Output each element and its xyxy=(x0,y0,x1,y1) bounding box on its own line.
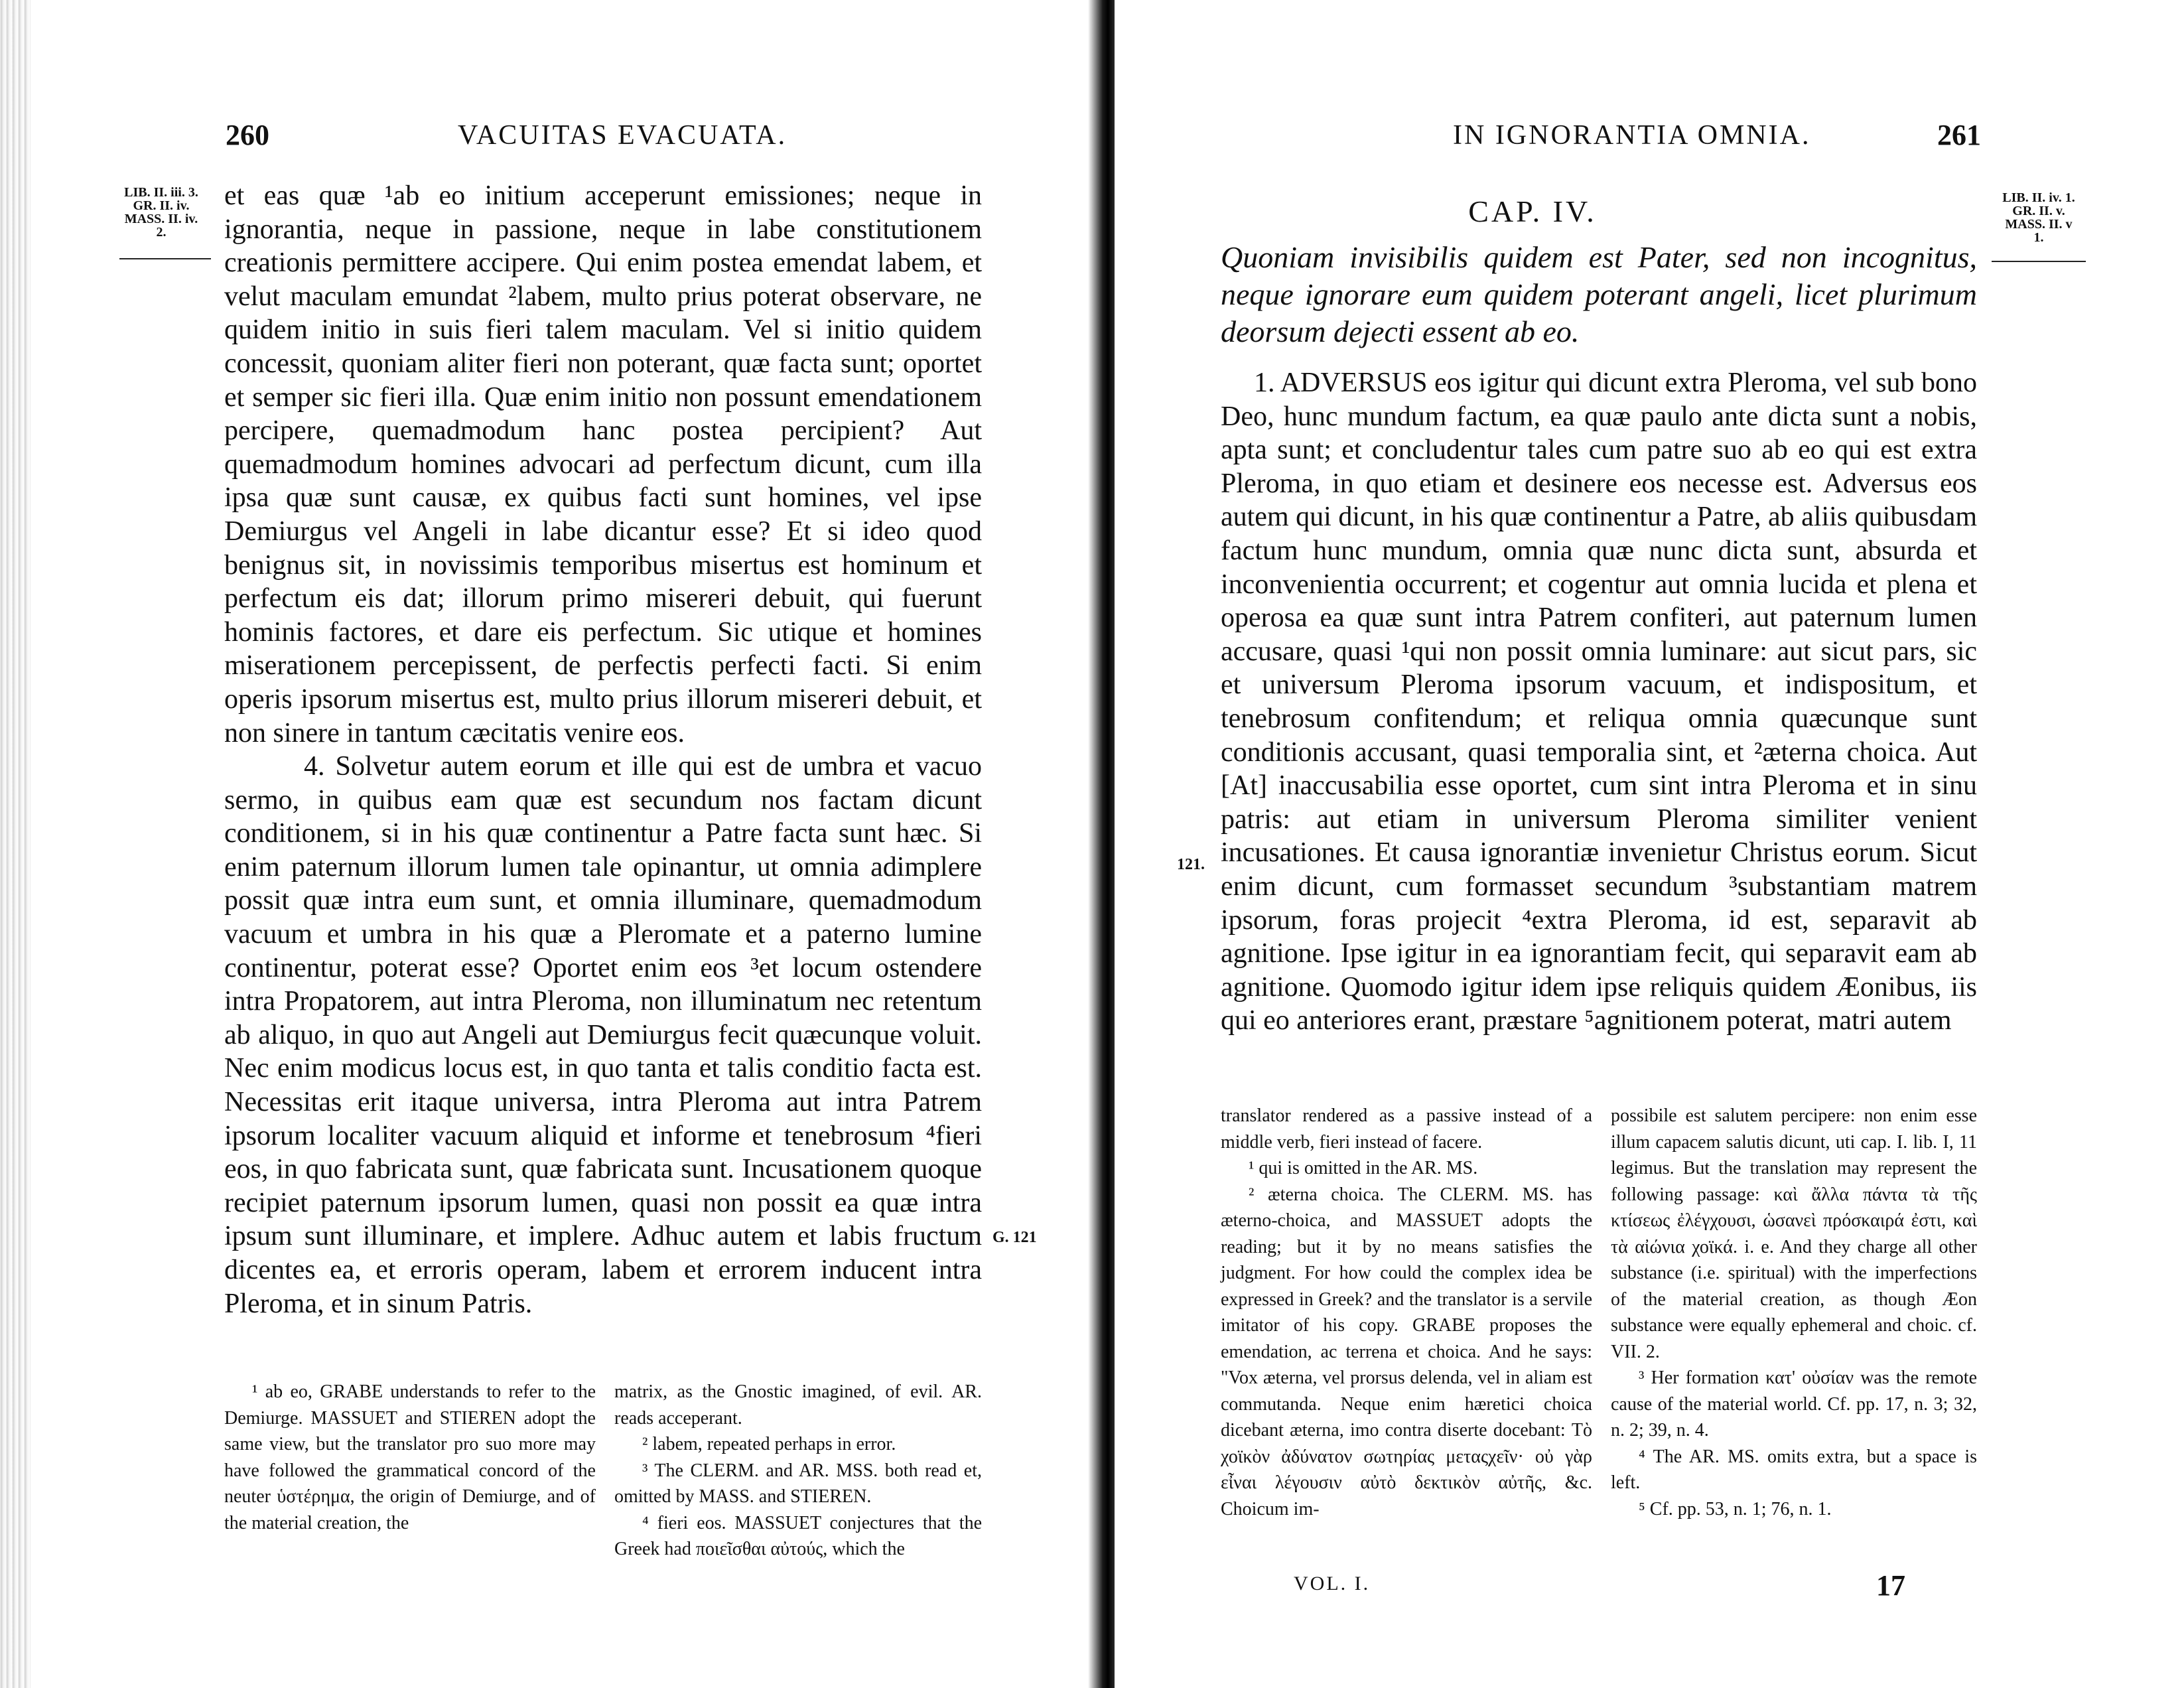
book-gutter xyxy=(1088,0,1115,1688)
body-text xyxy=(224,179,982,1320)
footnote-column xyxy=(1221,1103,1592,1522)
footnote: matrix, as the Gnostic imagined, of evil. AR. reads acceperant. xyxy=(614,1381,982,1429)
margin-rule xyxy=(1992,261,2086,262)
footnote-column xyxy=(1611,1103,1977,1522)
running-head: VACUITAS EVACUATA. xyxy=(458,120,787,151)
footnote: possibile est salutem percipere: non enim esse illum capacem salutis dicunt, uti cap. I. lib. I, 11 legimus. But the translation may represent the following passage: καὶ ἄλλα πάντα τὰ τῆς κτίσεως ἐλέγχουσι, ὡσανεὶ πρόσκαιρά ἐστι, καὶ τὰ αἰώνια χοϊκά. i. e. And they charge all other substance (i.e. spiritual) with the imperfections of the material creation, as though Æon substance were equally ephemeral and choic. cf. VII. 2. xyxy=(1611,1105,1977,1362)
margin-reference: LIB. II. iv. 1. GR. II. v. MASS. II. v 1. xyxy=(2002,190,2075,245)
page-edge-texture xyxy=(0,0,31,1688)
footnote: ³ Her formation κατ' οὐσίαν was the remote cause of the material world. Cf. pp. 17, n. 3; 32, n. 2; 39, n. 4. xyxy=(1611,1368,1977,1441)
footnote: ⁴ The AR. MS. omits extra, but a space is left. xyxy=(1611,1446,1977,1493)
right-page xyxy=(1115,0,2184,1688)
paragraph: 4. Solvetur autem eorum et ille qui est de umbra et vacuo sermo, in quibus eam quæ est secundum nos factam dicunt conditionem, si in his quæ continentur a Patre facta sunt hæc. Si enim paternum illorum lumen tale opinantur, ut omnia adimplere possit quæ intra eum sunt, et omnia illuminare, quemadmodum vacuum et umbra in his quæ a Pleromate et a paterno lumine continentur, poterat esse? Oportet enim eos ³et locum ostendere intra Propatorem, aut intra Pleroma, non illuminatum nec retentum ab aliquo, in quo aut Angeli aut Demiurgus fecit quæcunque voluit. Nec enim modicus locus est, in quo tanta et talis conditio facta est. Necessitas erit itaque universa, intra Pleroma aut intra Patrem ipsorum localiter vacuum aliquid et informe et tenebrosum ⁴fieri eos, in quo fabricata sunt, quæ fabricata sunt. Incusationem quoque recipiet paternum ipsorum lumen, quasi non possit ea quæ intra ipsum sunt illuminare, et implere. Adhuc autem et labis fructum dicentes ea, et erroris operam, labem et errorem inducent intra Pleroma, et in sinum Patris. xyxy=(224,751,982,1319)
signature-mark: 17 xyxy=(1876,1569,1905,1602)
volume-footer: VOL. I. xyxy=(1294,1573,1371,1594)
chapter-summary: Quoniam invisibilis quidem est Pater, sed non incognitus, neque ignorare eum quidem poterant angeli, licet plurimum deorsum dejecti essent ab eo. xyxy=(1221,240,1977,348)
margin-rule xyxy=(119,258,211,259)
footnote-column xyxy=(614,1379,982,1563)
margin-reference: LIB. II. iii. 3. GR. II. iv. MASS. II. iv. 2. xyxy=(124,185,198,240)
footnote: translator rendered as a passive instead of a middle verb, fieri instead of facere. xyxy=(1221,1105,1592,1153)
footnote: ² labem, repeated perhaps in error. xyxy=(642,1434,896,1454)
left-page xyxy=(0,0,1088,1688)
footnote: ⁴ fieri eos. MASSUET conjectures that the Greek had ποιεῖσθαι αὐτούς, which the xyxy=(614,1512,982,1559)
body-text xyxy=(1221,366,1977,1038)
chapter-heading: CAP. IV. xyxy=(1468,194,1597,228)
footnote: ¹ qui is omitted in the AR. MS. xyxy=(1249,1158,1478,1178)
side-page-ref: 121. xyxy=(1177,856,1205,873)
footnote: ¹ ab eo, GRABE understands to refer to the Demiurge. MASSUET and STIEREN adopt the same view, but the translator pro suo more may have followed the grammatical concord of the neuter ὑστέρημα, the origin of Demiurge, and of the material creation, the xyxy=(224,1381,596,1533)
page-number: 260 xyxy=(226,119,269,151)
running-head: IN IGNORANTIA OMNIA. xyxy=(1453,120,1811,151)
footnote-column xyxy=(224,1379,596,1536)
side-page-ref: G. 121 xyxy=(992,1229,1037,1246)
footnote: ³ The CLERM. and AR. MSS. both read et, omitted by MASS. and STIEREN. xyxy=(614,1460,982,1507)
footnote: ⁵ Cf. pp. 53, n. 1; 76, n. 1. xyxy=(1639,1498,1832,1519)
paragraph: 1. ADVERSUS eos igitur qui dicunt extra Pleroma, vel sub bono Deo, hunc mundum factum, ea quæ paulo ante dicta sunt a nobis, apta sunt; et concludentur tales cum patre suo ab eo qui est extra Pleroma, in quo etiam et desinere eos necesse est. Adversus eos autem qui dicunt, in his quæ continentur a Patre, ab aliis quibusdam factum hunc mundum, omnia quæ nunc dicta sunt, absurda et inconvenientia occurrent; et cogentur aut omnia lucida et plena et operosa ea quæ sunt intra Patrem confiteri, aut paternum lumen accusare, quasi ¹qui non possit omnia luminare: aut sicut pars, sic et universum Pleroma ipsorum vacuum, et indispositum, et tenebrosum confitendum; et reliqua omnia quæcunque sunt conditionis accusant, quasi temporalia sint, et ²æterna choica. Aut [At] inaccusabilia esse oportet, cum sint intra Pleroma et in sinu patris: aut etiam in universum Pleroma similiter venient incusationes. Et causa ignorantiæ invenietur Christus eorum. Sicut enim dicunt, cum formasset secundum ³substantiam matrem ipsorum, foras projecit ⁴extra Pleroma, id est, separavit ab agnitione. Ipse igitur in ea ignorantiam fecit, qui separavit eam ab agnitione. Quomodo igitur idem ipse reliquis quidem Æonibus, iis qui eo anteriores erant, præstare ⁵agnitionem poterat, matri autem xyxy=(1221,368,1977,1036)
paragraph: et eas quæ ¹ab eo initium acceperunt emissiones; neque in ignorantia, neque in passione, neque in labe constitutionem creationis permittere accipere. Qui enim postea emendat labem, et velut maculam emundat ²labem, multo prius poterat observare, ne quidem initio in suis fieri talem maculam. Vel si initio quidem concessit, quoniam aliter fieri non poterant, quæ facta sunt; oportet et semper sic fieri illa. Quæ enim initio non possunt emendationem percipere, quemadmodum hanc postea percipient? Aut quemadmodum homines advocari ad perfectum dicunt, cum illa ipsa quæ sunt causæ, ex quibus facti sunt homines, vel ipse Demiurgus vel Angeli in labe dicantur esse? Et si ideo quod benignus sit, in novissimis temporibus misertus est hominum et perfectum eis dat; illorum primo misereri debuit, qui fuerunt hominis factores, et dare eis perfectum. Sic utique et homines miserationem percepissent, de perfectis perfecti facti. Si enim operis ipsorum misertus est, multo prius illorum misereri debuit, et non sinere in tantum cæcitatis venire eos. xyxy=(224,180,982,748)
page-number: 261 xyxy=(1937,119,1981,151)
footnote: ² æterna choica. The CLERM. MS. has æterno-choica, and MASSUET adopts the reading; but it by no means satisfies the judgment. For how could the complex idea be expressed in Greek? and the translator is a servile imitator of his copy. GRABE proposes the emendation, ac terrena et choica. And he says: "Vox æterna, vel prorsus delenda, vel in aliam est commutanda. Neque enim hæretici choica dicebant æterna, imo contra diserte docebant: Τὸ χοϊκὸν ἀδύνατον σωτηρίας μεταςχεῖν· οὐ γὰρ εἶναι λέγουσιν αὐτὸ δεκτικὸν αὐτῆς, &c. Choicum im- xyxy=(1221,1184,1592,1519)
